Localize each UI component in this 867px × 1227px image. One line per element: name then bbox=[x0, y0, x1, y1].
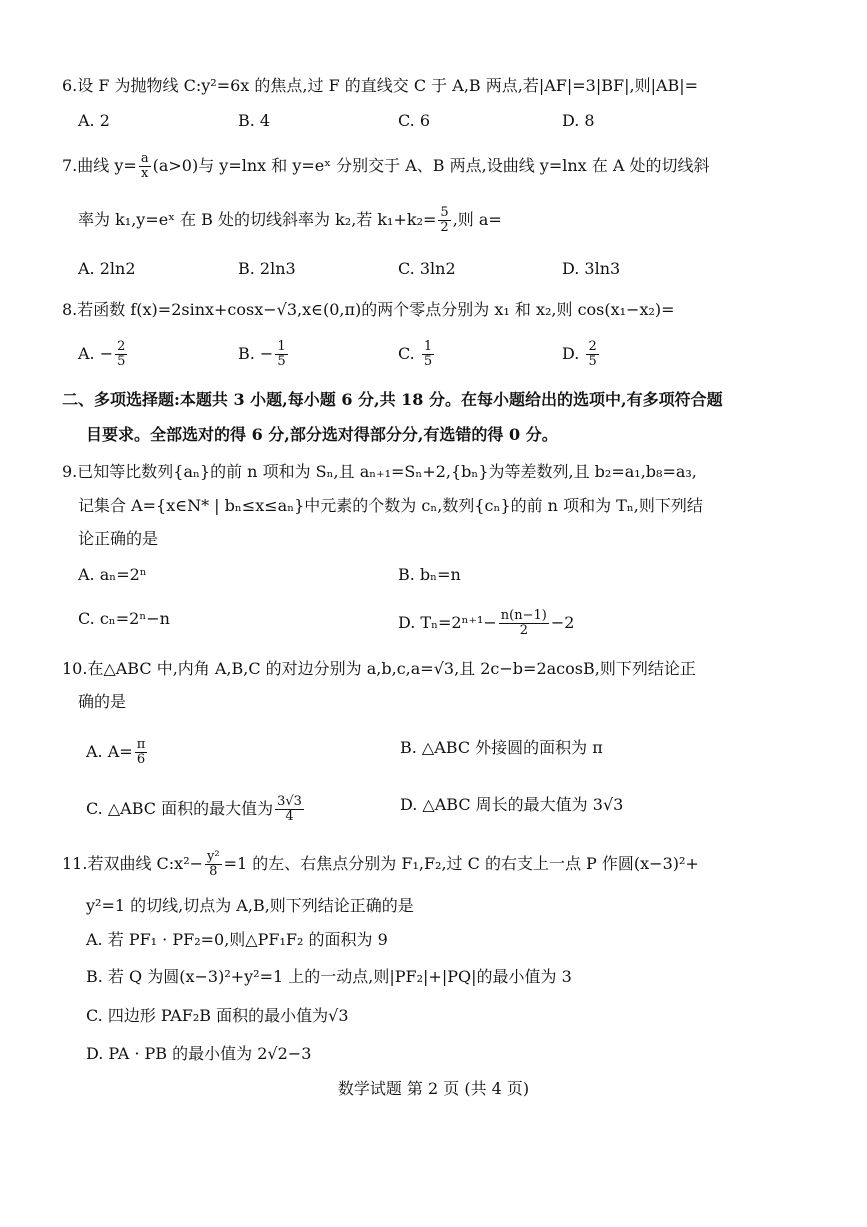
q8-option-a-den: 5 bbox=[117, 354, 126, 369]
q10-option-a bbox=[86, 738, 149, 767]
q9-option-d-num: n(n−1) bbox=[500, 608, 547, 623]
q7-stem-line1 bbox=[62, 152, 709, 181]
q10-line1: 10.在△ABC 中,内角 A,B,C 的对边分别为 a,b,c,a=√3,且 2c−b=2acosB,则下列结论正 bbox=[62, 659, 696, 678]
q10-option-c-fraction bbox=[275, 795, 304, 824]
q11-option-c: C. 四边形 PAF₂B 面积的最小值为√3 bbox=[86, 1006, 349, 1025]
q7-line2-pre: 率为 k₁,y=eˣ 在 B 处的切线斜率为 k₂,若 k₁+k₂= bbox=[78, 210, 437, 229]
q11-line1-post: =1 的左、右焦点分别为 F₁,F₂,过 C 的右支上一点 P 作圆(x−3)²+ bbox=[223, 854, 699, 873]
q9-option-d-pre: D. Tₙ=2ⁿ⁺¹− bbox=[398, 613, 497, 632]
q11-line1-fraction bbox=[205, 850, 222, 879]
q11-line1-num: y² bbox=[207, 849, 220, 864]
q8-option-c-prefix: C. bbox=[398, 344, 420, 363]
q7-option-c: C. 3ln2 bbox=[398, 259, 456, 278]
q10-option-c-den: 4 bbox=[285, 809, 294, 824]
q8-stem: 8.若函数 f(x)=2sinx+cosx−√3,x∈(0,π)的两个零点分别为 x₁ 和 x₂,则 cos(x₁−x₂)= bbox=[62, 300, 675, 319]
q8-option-b-num: 1 bbox=[277, 339, 286, 354]
q7-stem-pre: 7.曲线 y= bbox=[62, 156, 137, 175]
q8-option-b-fraction bbox=[275, 340, 287, 369]
q10-option-b: B. △ABC 外接圆的面积为 π bbox=[400, 738, 603, 757]
q10-option-d: D. △ABC 周长的最大值为 3√3 bbox=[400, 795, 624, 814]
q10-option-a-fraction bbox=[135, 738, 148, 767]
q8-option-c bbox=[398, 340, 436, 369]
q9-option-a: A. aₙ=2ⁿ bbox=[78, 565, 147, 584]
q10-option-a-pre: A. A= bbox=[86, 742, 133, 761]
q10-option-c-num: 3√3 bbox=[277, 794, 302, 809]
q11-line2: y²=1 的切线,切点为 A,B,则下列结论正确的是 bbox=[86, 896, 414, 915]
q8-option-d-prefix: D. bbox=[562, 344, 585, 363]
q7-option-a: A. 2ln2 bbox=[78, 259, 136, 278]
q11-option-a: A. 若 PF₁ · PF₂=0,则△PF₁F₂ 的面积为 9 bbox=[86, 930, 388, 949]
page-footer: 数学试题 第 2 页 (共 4 页) bbox=[337, 1079, 530, 1098]
q8-option-a bbox=[78, 340, 129, 369]
q7-line2-fraction bbox=[438, 206, 450, 235]
q8-option-c-num: 1 bbox=[423, 339, 433, 354]
q10-option-c bbox=[86, 795, 306, 824]
q9-option-d-den: 2 bbox=[519, 623, 528, 638]
q8-option-a-fraction bbox=[115, 340, 127, 369]
q10-line2: 确的是 bbox=[78, 692, 127, 711]
q8-option-b-prefix: B. − bbox=[238, 344, 274, 363]
q7-stem-post: (a>0)与 y=lnx 和 y=eˣ 分别交于 A、B 两点,设曲线 y=lnx 在 A 处的切线斜 bbox=[152, 156, 710, 175]
q7-stem-line2 bbox=[78, 206, 502, 235]
q6-option-a: A. 2 bbox=[78, 111, 110, 130]
q7-line2-post: ,则 a= bbox=[452, 210, 502, 229]
q6-option-c: C. 6 bbox=[398, 111, 431, 130]
q7-frac-num: a bbox=[140, 151, 149, 166]
section2-line2: 目要求。全部选对的得 6 分,部分选对得部分分,有选错的得 0 分。 bbox=[86, 425, 558, 444]
q8-option-c-fraction bbox=[422, 340, 434, 369]
q6-option-d: D. 8 bbox=[562, 111, 595, 130]
q9-option-d-fraction bbox=[499, 609, 549, 638]
q10-option-a-den: 6 bbox=[136, 752, 146, 767]
q8-option-d-den: 5 bbox=[588, 354, 597, 369]
q9-line3: 论正确的是 bbox=[78, 529, 159, 548]
q9-line2: 记集合 A={x∈N* | bₙ≤x≤aₙ}中元素的个数为 cₙ,数列{cₙ}的前 n 项和为 Tₙ,则下列结 bbox=[78, 496, 703, 515]
q10-option-c-pre: C. △ABC 面积的最大值为 bbox=[86, 799, 274, 818]
q7-option-d: D. 3ln3 bbox=[562, 259, 621, 278]
q8-option-d-num: 2 bbox=[588, 339, 597, 354]
q6-option-b: B. 4 bbox=[238, 111, 271, 130]
q8-option-c-den: 5 bbox=[423, 354, 433, 369]
q8-option-b-den: 5 bbox=[277, 354, 286, 369]
q9-option-b: B. bₙ=n bbox=[398, 565, 461, 584]
q7-frac-den: x bbox=[141, 166, 149, 181]
q11-line1-den: 8 bbox=[209, 864, 218, 879]
q11-option-d: D. PA · PB 的最小值为 2√2−3 bbox=[86, 1044, 312, 1063]
q8-option-b bbox=[238, 340, 290, 369]
q9-option-d-post: −2 bbox=[550, 613, 575, 632]
q8-option-d-fraction bbox=[586, 340, 598, 369]
q11-line1-pre: 11.若双曲线 C:x²− bbox=[62, 854, 204, 873]
q7-option-b: B. 2ln3 bbox=[238, 259, 296, 278]
q7-fraction bbox=[139, 152, 151, 181]
section2-line1: 二、多项选择题:本题共 3 小题,每小题 6 分,共 18 分。在每小题给出的选项中,有多项符合题 bbox=[62, 390, 723, 409]
q8-option-a-prefix: A. − bbox=[78, 344, 114, 363]
q11-line1 bbox=[62, 850, 699, 879]
q11-option-b: B. 若 Q 为圆(x−3)²+y²=1 上的一动点,则|PF₂|+|PQ|的最小值为 3 bbox=[86, 967, 572, 986]
q7-line2-frac-num: 5 bbox=[440, 205, 449, 220]
q9-option-c: C. cₙ=2ⁿ−n bbox=[78, 609, 170, 628]
q9-option-d bbox=[398, 609, 574, 638]
q7-line2-frac-den: 2 bbox=[440, 220, 449, 235]
q8-option-a-num: 2 bbox=[117, 339, 126, 354]
q6-stem: 6.设 F 为抛物线 C:y²=6x 的焦点,过 F 的直线交 C 于 A,B 两点,若|AF|=3|BF|,则|AB|= bbox=[62, 76, 699, 95]
q8-option-d bbox=[562, 340, 601, 369]
q9-line1: 9.已知等比数列{aₙ}的前 n 项和为 Sₙ,且 aₙ₊₁=Sₙ+2,{bₙ}为等差数列,且 b₂=a₁,b₈=a₃, bbox=[62, 462, 697, 481]
q10-option-a-num: π bbox=[136, 737, 146, 752]
